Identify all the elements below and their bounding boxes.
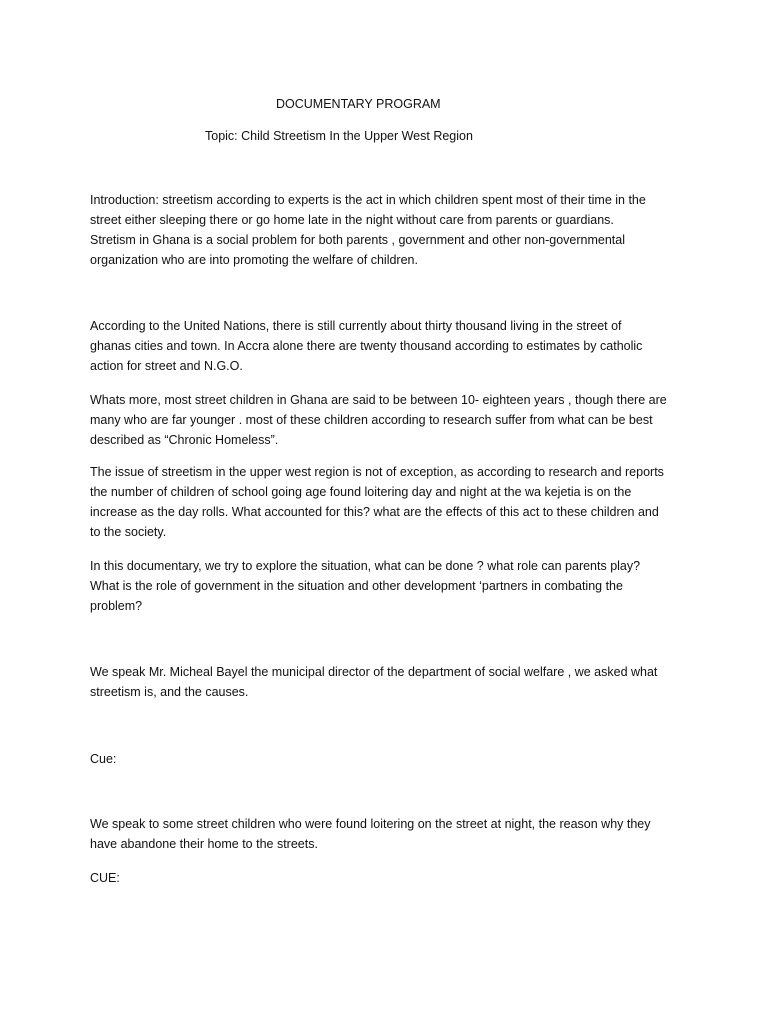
- intro-line: Stretism in Ghana is a social problem for both parents , government and other non-governmental: [90, 233, 626, 247]
- paragraph-line: Whats more, most street children in Ghana are said to be between 10- eighteen years , though there are: [90, 393, 667, 407]
- paragraph-line: action for street and N.G.O.: [90, 359, 243, 373]
- paragraph-line: We speak Mr. Micheal Bayel the municipal director of the department of social welfare , we asked what: [90, 665, 658, 679]
- document-topic: Topic: Child Streetism In the Upper West Region: [205, 129, 473, 143]
- paragraph-line: increase as the day rolls. What accounted for this? what are the effects of this act to these children and: [90, 505, 659, 519]
- paragraph-line: We speak to some street children who were found loitering on the street at night, the reason why they: [90, 817, 651, 831]
- intro-line: organization who are into promoting the welfare of children.: [90, 253, 418, 267]
- paragraph-line: streetism is, and the causes.: [90, 685, 249, 699]
- intro-line: street either sleeping there or go home late in the night without care from parents or guardians.: [90, 213, 614, 227]
- intro-line: Introduction: streetism according to experts is the act in which children spent most of their time in the: [90, 193, 646, 207]
- document-title: DOCUMENTARY PROGRAM: [276, 97, 441, 111]
- paragraph-line: What is the role of government in the situation and other development ‘partners in combating the: [90, 579, 623, 593]
- paragraph-line: have abandone their home to the streets.: [90, 837, 318, 851]
- paragraph-line: ghanas cities and town. In Accra alone there are twenty thousand according to estimates by catholic: [90, 339, 643, 353]
- cue-label: CUE:: [90, 871, 120, 885]
- paragraph-line: According to the United Nations, there is still currently about thirty thousand living in the street of: [90, 319, 622, 333]
- paragraph-line: In this documentary, we try to explore the situation, what can be done ? what role can parents play?: [90, 559, 641, 573]
- paragraph-line: described as “Chronic Homeless”.: [90, 433, 279, 447]
- paragraph-line: to the society.: [90, 525, 167, 539]
- paragraph-line: The issue of streetism in the upper west region is not of exception, as according to research and reports: [90, 465, 664, 479]
- paragraph-line: the number of children of school going age found loitering day and night at the wa kejetia is on the: [90, 485, 632, 499]
- paragraph-line: problem?: [90, 599, 143, 613]
- paragraph-line: many who are far younger . most of these children according to research suffer from what can be best: [90, 413, 653, 427]
- cue-label: Cue:: [90, 752, 117, 766]
